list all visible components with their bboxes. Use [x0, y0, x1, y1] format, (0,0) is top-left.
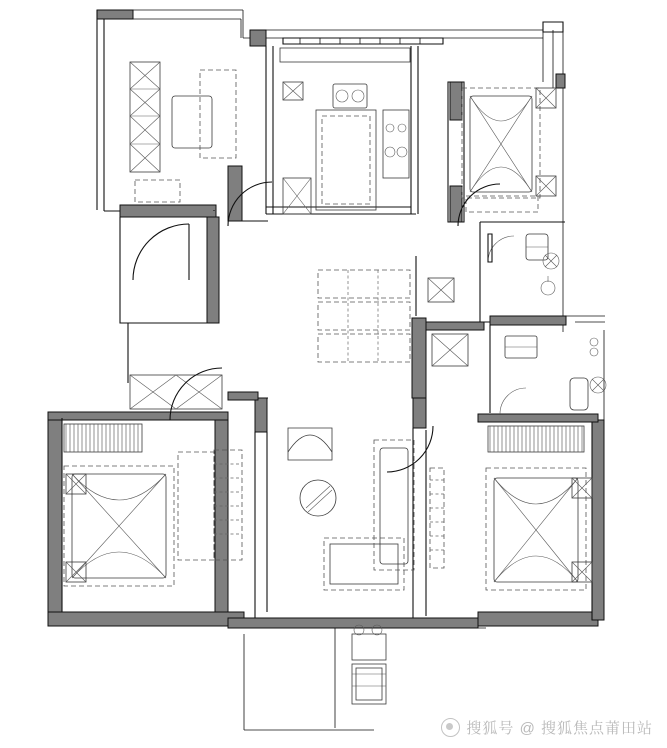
bedroom-southwest-furniture — [64, 424, 214, 586]
kitchen-fixtures — [280, 48, 410, 214]
sohu-circle-icon — [441, 718, 460, 737]
bathroom-north-fixtures — [488, 234, 559, 295]
balcony-south-fixtures — [352, 625, 386, 704]
hall-storage — [130, 375, 222, 409]
exterior-walls — [48, 10, 605, 730]
living-room-furniture — [214, 428, 444, 590]
watermark — [441, 717, 653, 738]
watermark-text: 搜狐号 @ 搜狐焦点莆田站 — [466, 720, 653, 737]
bedroom-southeast-furniture — [486, 426, 592, 590]
dining-furniture — [318, 270, 454, 362]
balcony-north-furniture — [130, 62, 236, 202]
bedroom-northeast-furniture — [462, 88, 556, 212]
bathroom-mid-fixtures — [432, 334, 606, 414]
